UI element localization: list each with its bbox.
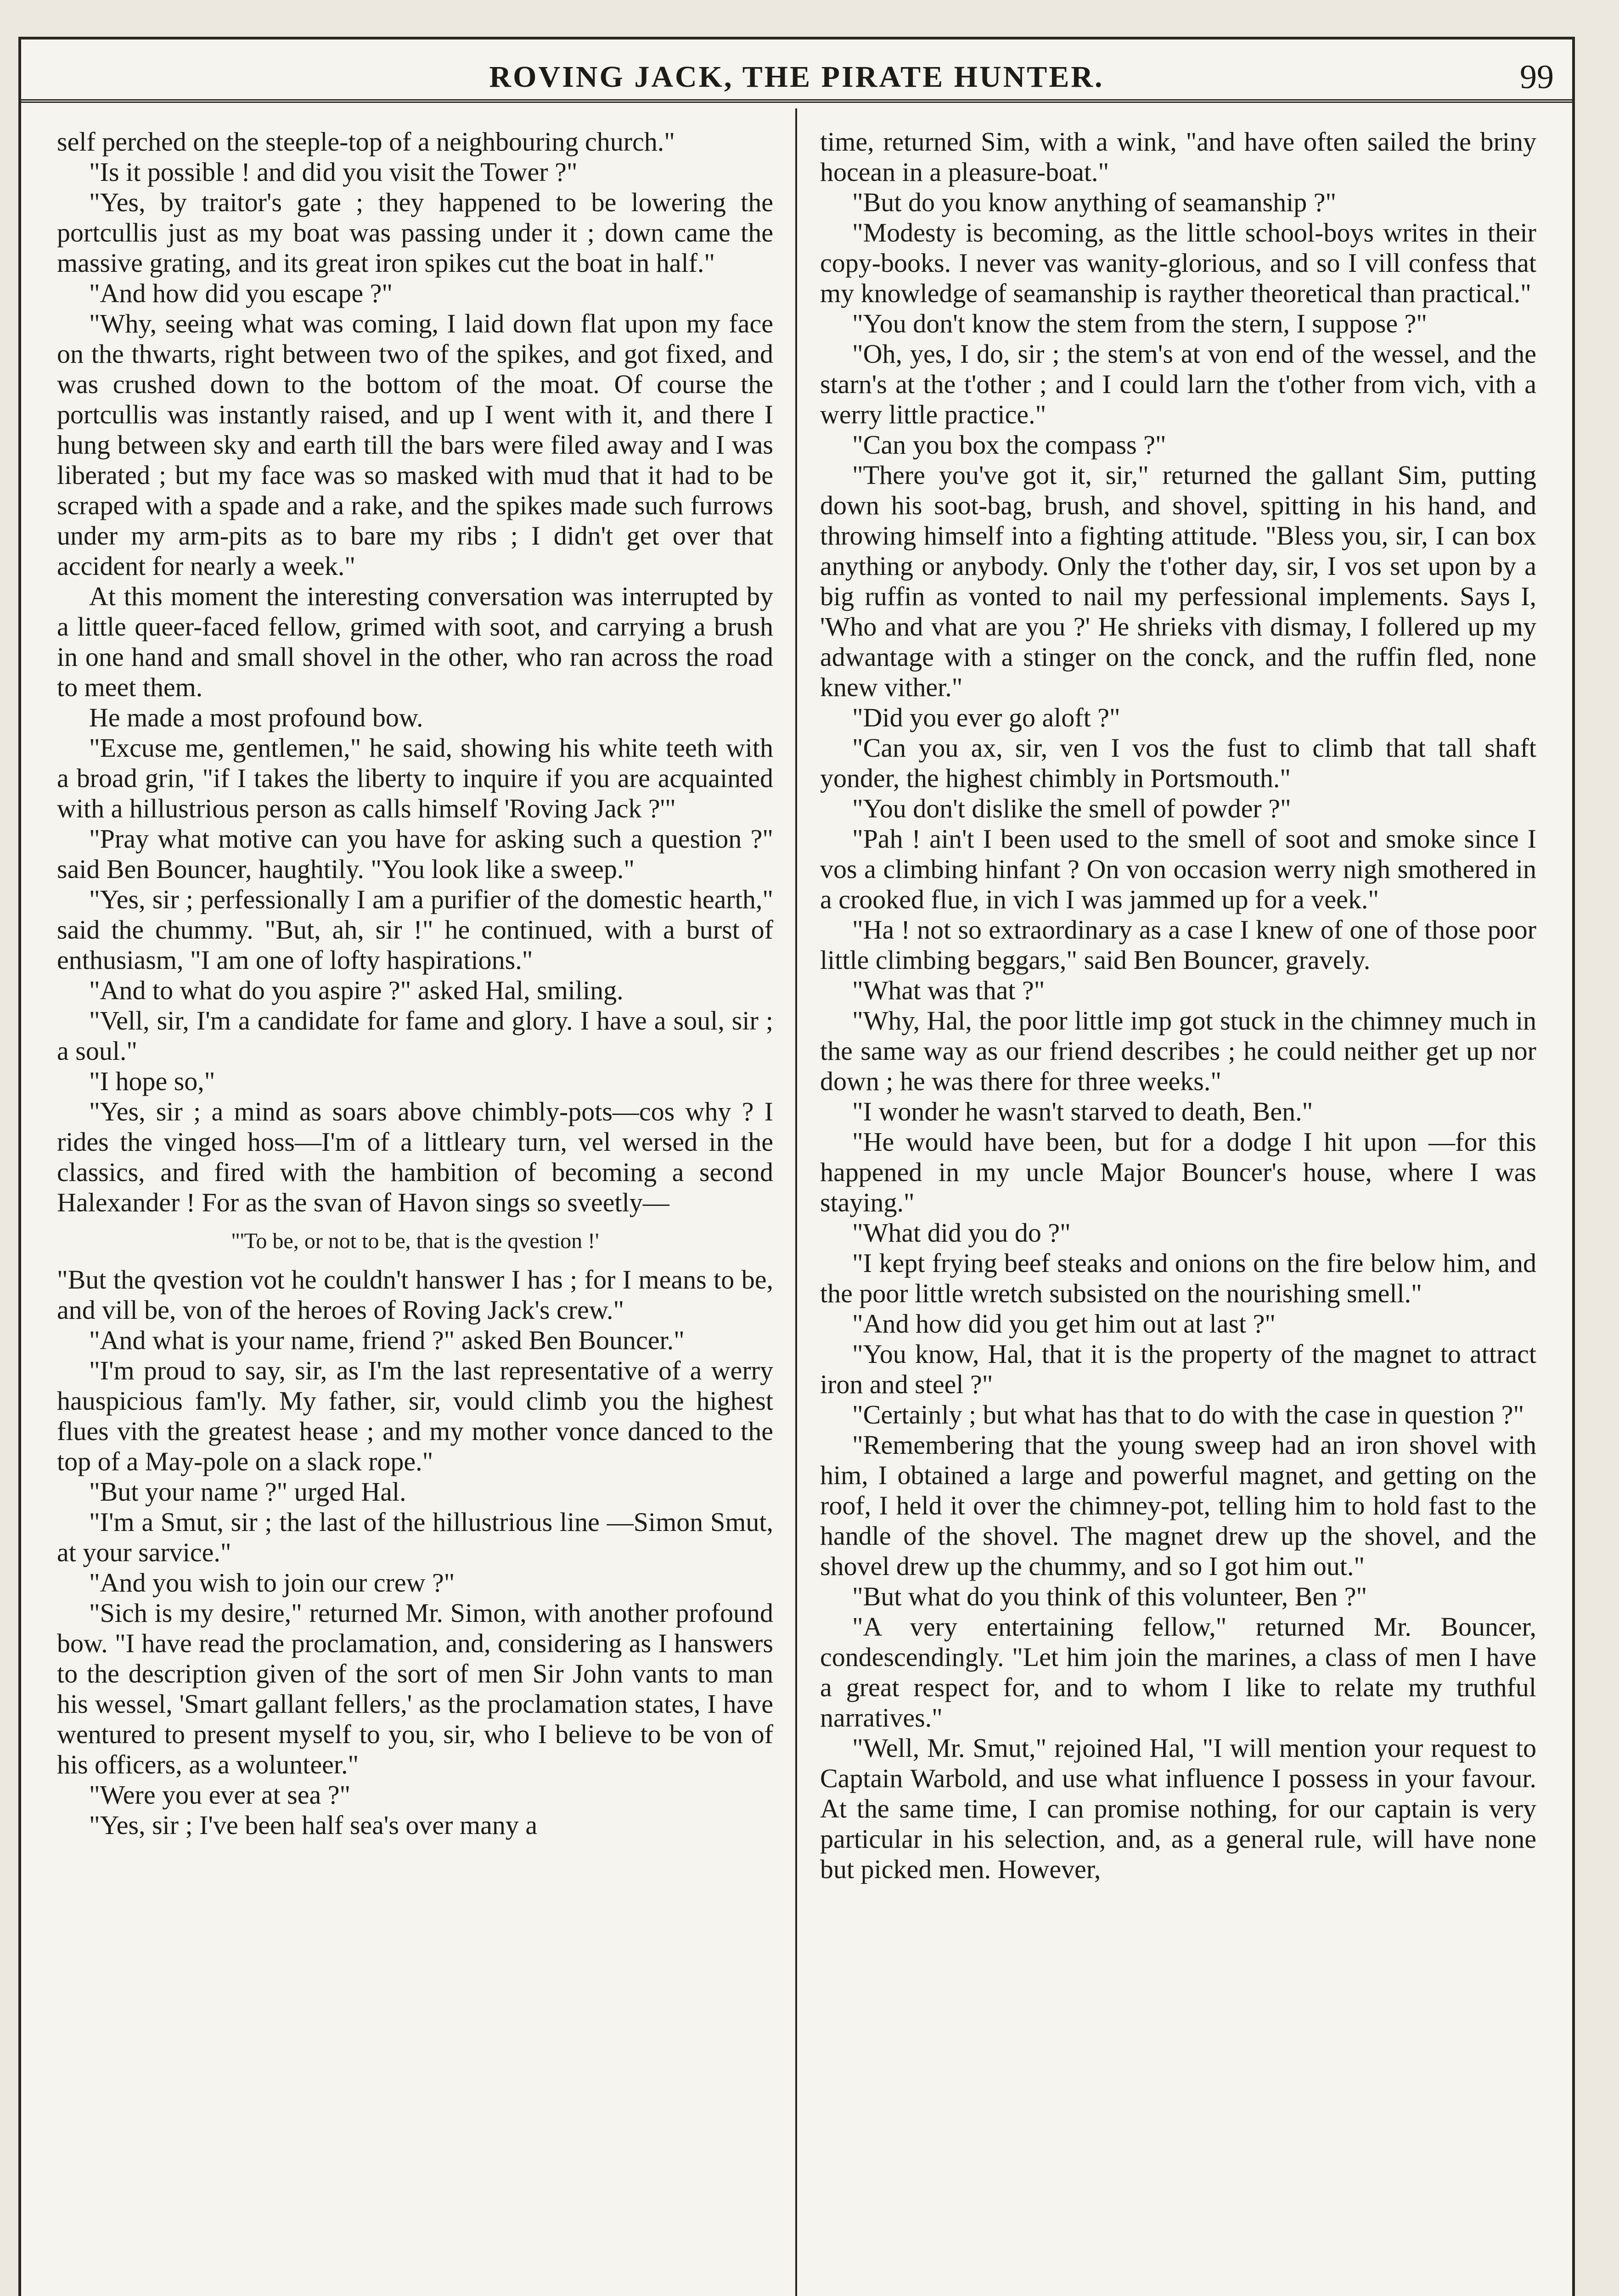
paragraph: "I'm a Smut, sir ; the last of the hillustrious line —Simon Smut, at your sarvice." <box>57 1507 773 1567</box>
paragraph: "Yes, sir ; perfessionally I am a purifier of the domestic hearth," said the chummy. "But, ah, sir !" he continued, with a burst of enthusiasm, "I am one of lofty haspirations." <box>57 884 773 975</box>
quotation: "'To be, or not to be, that is the qvestion !' <box>231 1229 599 1253</box>
paragraph: "Yes, by traitor's gate ; they happened to be lowering the portcullis just as my boat was passing under it ; down came the massive grating, and its great iron spikes cut the boat in half." <box>57 187 773 278</box>
paragraph: "He would have been, but for a dodge I hit upon —for this happened in my uncle Major Bouncer's house, where I was staying." <box>820 1127 1536 1217</box>
paragraph: "And how did you escape ?" <box>89 278 393 308</box>
paragraph: "And you wish to join our crew ?" <box>89 1568 455 1598</box>
right-column <box>820 127 1536 1885</box>
paragraph: "But what do you think of this volunteer, Ben ?" <box>852 1581 1367 1611</box>
paragraph: "Pah ! ain't I been used to the smell of soot and smoke since I vos a climbing hinfant ? On von occasion werry nigh smothered in a crooked flue, in vich I was jammed up for a veek." <box>820 824 1536 914</box>
page-number: 99 <box>1520 58 1554 96</box>
paragraph: "You don't dislike the smell of powder ?" <box>852 793 1291 823</box>
paragraph: "And what is your name, friend ?" asked Ben Bouncer." <box>89 1325 685 1355</box>
paragraph: "Certainly ; but what has that to do with the case in question ?" <box>852 1400 1524 1429</box>
running-header <box>21 39 1572 103</box>
paragraph: "Modesty is becoming, as the little school-boys writes in their copy-books. I never vas wanity-glorious, and so I vill confess that my knowledge of seamanship is rayther theoretical than practical." <box>820 218 1536 308</box>
paragraph: "I wonder he wasn't starved to death, Ben." <box>852 1097 1313 1126</box>
paragraph: "Yes, sir ; a mind as soars above chimbly-pots—cos why ? I rides the vinged hoss—I'm of a littleary turn, vel wersed in the classics, and fired with the hambition of becoming a second Halexander ! For as the svan of Havon sings so sveetly— <box>57 1097 773 1217</box>
paragraph: "I kept frying beef steaks and onions on the fire below him, and the poor little wretch subsisted on the nourishing smell." <box>820 1248 1536 1308</box>
paragraph: time, returned Sim, with a wink, "and have often sailed the briny hocean in a pleasure-boat." <box>820 127 1536 187</box>
paragraph: "And how did you get him out at last ?" <box>852 1309 1276 1339</box>
paragraph: "Why, Hal, the poor little imp got stuck in the chimney much in the same way as our friend describes ; he could neither get up nor down ; he was there for three weeks." <box>820 1006 1536 1096</box>
paragraph: "Why, seeing what was coming, I laid down flat upon my face on the thwarts, right between two of the spikes, and got fixed, and was crushed down to the bottom of the moat. Of course the portcullis was instantly raised, and up I went with it, and there I hung between sky and earth till the bars were filed away and I was liberated ; but my face was so masked with mud that it had to be scraped with a spade and a rake, and the spikes made such furrows under my arm-pits as to bare my ribs ; I didn't get over that accident for nearly a week." <box>57 309 773 581</box>
paragraph: "A very entertaining fellow," returned Mr. Bouncer, condescendingly. "Let him join the marines, a class of men I have a great respect for, and to whom I like to relate my truthful narratives." <box>820 1612 1536 1733</box>
paragraph: "You know, Hal, that it is the property of the magnet to attract iron and steel ?" <box>820 1339 1536 1399</box>
paragraph: "Sich is my desire," returned Mr. Simon, with another profound bow. "I have read the proclamation, and, considering as I hanswers to the description given of the sort of men Sir John vants to man his wessel, 'Smart gallant fellers,' as the proclamation states, I have wentured to present myself to you, sir, who I believe to be von of his officers, as a wolunteer." <box>57 1598 773 1779</box>
paragraph: At this moment the interesting conversation was interrupted by a little queer-faced fellow, grimed with soot, and carrying a brush in one hand and small shovel in the other, who ran across the road to meet them. <box>57 581 773 702</box>
paragraph: "Can you box the compass ?" <box>852 430 1166 460</box>
paragraph: "But the qvestion vot he couldn't hanswer I has ; for I means to be, and vill be, von of the heroes of Roving Jack's crew." <box>57 1265 773 1325</box>
paragraph: "Oh, yes, I do, sir ; the stem's at von end of the wessel, and the starn's at the t'other ; and I could larn the t'other from vich, vith a werry little practice." <box>820 339 1536 429</box>
paragraph: "I hope so," <box>89 1066 215 1096</box>
paragraph: "There you've got it, sir," returned the gallant Sim, putting down his soot-bag, brush, and shovel, spitting in his hand, and throwing himself into a fighting attitude. "Bless you, sir, I can box anything or anybody. Only the t'other day, sir, I vos set upon by a big ruffin as vonted to nail my perfessional implements. Says I, 'Who and vhat are you ?' He shrieks vith dismay, I follered up my adwantage with a stinger on the conck, and the ruffin fled, none knew vither." <box>820 460 1536 702</box>
paragraph: "Is it possible ! and did you visit the Tower ?" <box>89 157 578 187</box>
paragraph: "Did you ever go aloft ?" <box>852 703 1120 732</box>
column-divider <box>795 108 797 2296</box>
paragraph: "But do you know anything of seamanship ?" <box>852 187 1337 217</box>
paragraph: "Can you ax, sir, ven I vos the fust to climb that tall shaft yonder, the highest chimbly in Portsmouth." <box>820 733 1536 793</box>
paragraph: "Well, Mr. Smut," rejoined Hal, "I will mention your request to Captain Warbold, and use what influence I possess in your favour. At the same time, I can promise nothing, for our captain is very particular in his selection, and, as a general rule, will have none but picked men. However, <box>820 1733 1536 1884</box>
paragraph: He made a most profound bow. <box>89 703 423 732</box>
paragraph: "What was that ?" <box>852 975 1045 1005</box>
paragraph: "Excuse me, gentlemen," he said, showing his white teeth with a broad grin, "if I takes the liberty to inquire if you are acquainted with a hillustrious person as calls himself 'Roving Jack ?'" <box>57 733 773 823</box>
paragraph: self perched on the steeple-top of a neighbouring church." <box>57 127 675 157</box>
paragraph: "Ha ! not so extraordinary as a case I knew of one of those poor little climbing beggars," said Ben Bouncer, gravely. <box>820 915 1536 975</box>
paragraph: "You don't know the stem from the stern, I suppose ?" <box>852 309 1428 338</box>
paragraph: "Pray what motive can you have for asking such a question ?" said Ben Bouncer, haughtily. "You look like a sweep." <box>57 824 773 884</box>
paragraph: "What did you do ?" <box>852 1218 1071 1248</box>
left-column <box>57 127 773 1840</box>
paragraph: "And to what do you aspire ?" asked Hal, smiling. <box>89 975 624 1005</box>
paragraph: "Yes, sir ; I've been half sea's over many a <box>89 1810 538 1840</box>
paragraph: "Vell, sir, I'm a candidate for fame and glory. I have a soul, sir ; a soul." <box>57 1006 773 1066</box>
paragraph: "Were you ever at sea ?" <box>89 1780 351 1810</box>
book-page <box>18 37 1575 2296</box>
paragraph: "But your name ?" urged Hal. <box>89 1477 406 1507</box>
paragraph: "Remembering that the young sweep had an iron shovel with him, I obtained a large and powerful magnet, and getting on the roof, I held it over the chimney-pot, telling him to hold fast to the handle of the shovel. The magnet drew up the shovel, and the shovel drew up the chummy, and so I got him out." <box>820 1430 1536 1581</box>
running-title: ROVING JACK, THE PIRATE HUNTER. <box>489 60 1104 94</box>
paragraph: "I'm proud to say, sir, as I'm the last representative of a werry hauspicious fam'ly. My father, sir, vould climb you the highest flues vith the greatest hease ; and my mother vonce danced to the top of a May-pole on a slack rope." <box>57 1356 773 1476</box>
